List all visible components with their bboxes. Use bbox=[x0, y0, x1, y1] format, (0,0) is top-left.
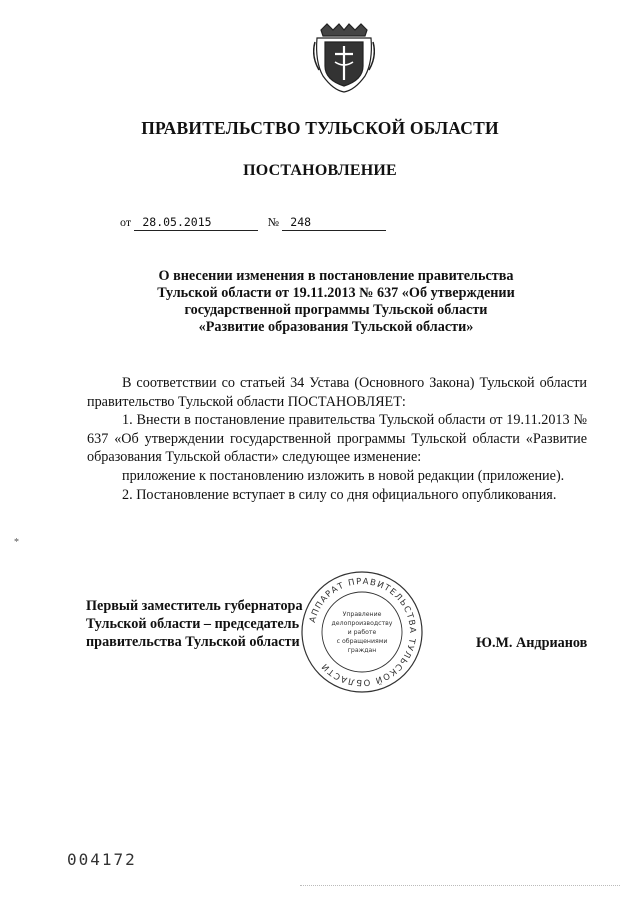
stamp-center-line: и работе bbox=[347, 629, 377, 636]
coat-of-arms-emblem bbox=[313, 22, 375, 94]
heading-line: государственной программы Тульской области bbox=[184, 302, 488, 318]
date-number-line bbox=[120, 214, 386, 231]
document-body bbox=[87, 374, 587, 504]
organization-title: ПРАВИТЕЛЬСТВО ТУЛЬСКОЙ ОБЛАСТИ bbox=[141, 118, 499, 138]
signatory-line: Тульской области – председатель bbox=[86, 616, 300, 632]
item-1-paragraph: 1. Внести в постановление правительства Тульской области от 19.11.2013 № 637 «Об утверждении государственной программы Тульской области «Развитие образования Тульской области» следующее изменение: bbox=[87, 412, 587, 466]
signatory-line: правительства Тульской области bbox=[86, 634, 300, 650]
signatory-line: Первый заместитель губернатора bbox=[86, 598, 303, 614]
date-value: 28.05.2015 bbox=[134, 216, 258, 231]
document-heading bbox=[110, 268, 562, 336]
stamp-center-line: Управление bbox=[342, 611, 382, 618]
stamp-center-line: делопроизводству bbox=[331, 620, 393, 627]
office-stamp bbox=[300, 570, 424, 694]
item-1-sub-paragraph: приложение к постановлению изложить в новой редакции (приложение). bbox=[122, 467, 565, 484]
stamp-center-line: с обращениями bbox=[336, 638, 388, 645]
stamp-ring-text: АППАРАТ ПРАВИТЕЛЬСТВА ТУЛЬСКОЙ ОБЛАСТИ bbox=[307, 576, 418, 688]
signatory-name: Ю.М. Андрианов bbox=[476, 635, 588, 651]
scan-artifact-line bbox=[300, 885, 620, 886]
intro-paragraph: В соответствии со статьей 34 Устава (Основного Закона) Тульской области правительство Тульской области ПОСТАНОВЛЯЕТ: bbox=[87, 375, 587, 410]
number-label: № bbox=[267, 215, 280, 229]
stamp-center-line: граждан bbox=[347, 647, 377, 654]
heading-line: «Развитие образования Тульской области» bbox=[198, 319, 474, 335]
heading-line: Тульской области от 19.11.2013 № 637 «Об утверждении bbox=[157, 285, 515, 301]
document-type: ПОСТАНОВЛЕНИЕ bbox=[243, 162, 397, 179]
serial-number: 004172 bbox=[67, 850, 137, 869]
date-label: от bbox=[120, 215, 132, 229]
number-value: 248 bbox=[282, 216, 386, 231]
margin-mark: * bbox=[14, 537, 19, 548]
heading-line: О внесении изменения в постановление правительства bbox=[158, 268, 514, 284]
signatory-title bbox=[86, 597, 303, 651]
item-2-paragraph: 2. Постановление вступает в силу со дня официального опубликования. bbox=[122, 486, 557, 503]
